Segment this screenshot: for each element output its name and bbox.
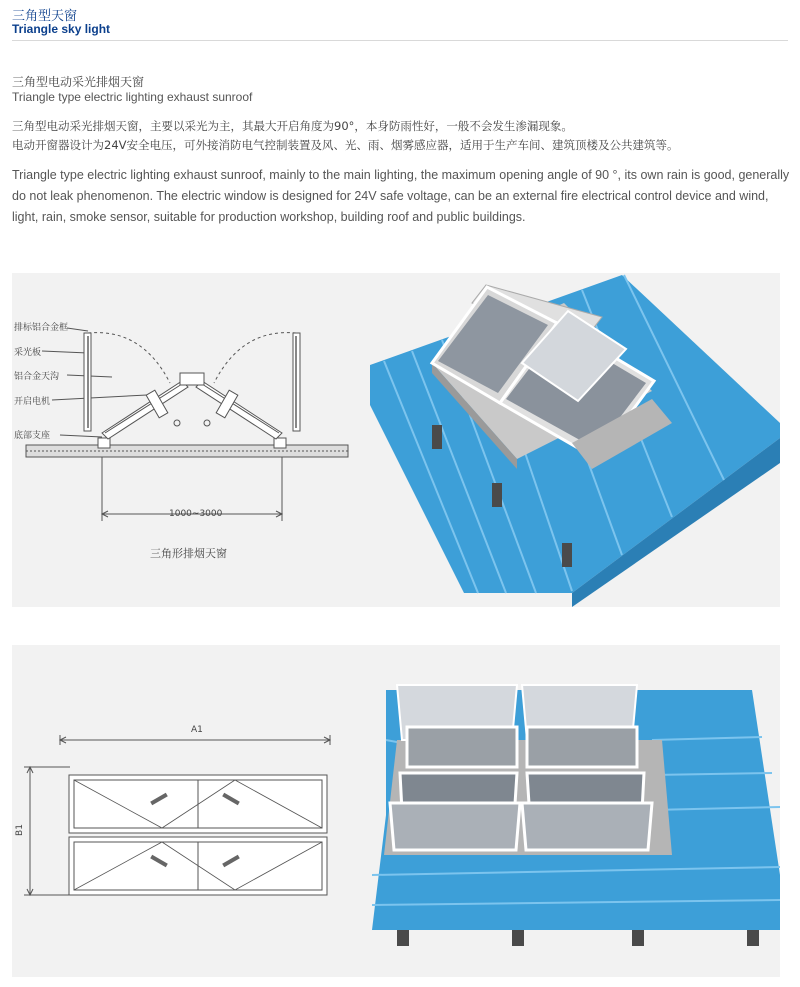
section-drawing-illustration (12, 273, 780, 607)
dimension-label: 1000~3000 (169, 509, 223, 519)
section-title-cn: 三角型天窗 (12, 9, 78, 24)
height-dimension-label: B1 (14, 824, 25, 836)
plan-drawing-panel (12, 645, 780, 977)
label-panel: 采光板 (14, 348, 42, 358)
description-cn-line: 电动开窗器设计为24V安全电压，可外接消防电气控制装置及风、光、雨、烟雾感应器，适用于生产车间、建筑顶楼及公共建筑等。 (12, 138, 679, 152)
label-motor: 开启电机 (14, 397, 51, 407)
product-name-cn: 三角型电动采光排烟天窗 (12, 75, 145, 89)
section-drawing-panel (12, 273, 780, 607)
roof-render-2 (372, 685, 780, 946)
description-en: Triangle type electric lighting exhaust sunroof, mainly to the main lighting, the maximum opening angle of 90 °, its own rain is good, generally do not leak phenomenon. The electric window is designed for 24V safe voltage, can be an external fire electrical control device and wind, light, rain, smoke sensor, suitable for production workshop, building roof and public buildings. (12, 168, 790, 224)
width-dimension-label: A1 (191, 725, 203, 735)
title-divider (12, 40, 788, 41)
description-cn (12, 117, 792, 155)
product-name-en: Triangle type electric lighting exhaust sunroof (12, 90, 253, 104)
roof-render-1 (370, 275, 780, 607)
label-support: 底部支座 (14, 431, 51, 441)
section-title-en: Triangle sky light (12, 22, 111, 36)
label-frame: 排标铝合金框 (14, 323, 69, 333)
drawing-caption: 三角形排烟天窗 (150, 547, 227, 560)
description-cn-line: 三角型电动采光排烟天窗，主要以采光为主，其最大开启角度为90°，本身防雨性好，一般不会发生渗漏现象。 (12, 119, 573, 133)
plan-drawing-illustration (12, 645, 780, 977)
label-gutter: 铝合金天沟 (14, 372, 60, 382)
